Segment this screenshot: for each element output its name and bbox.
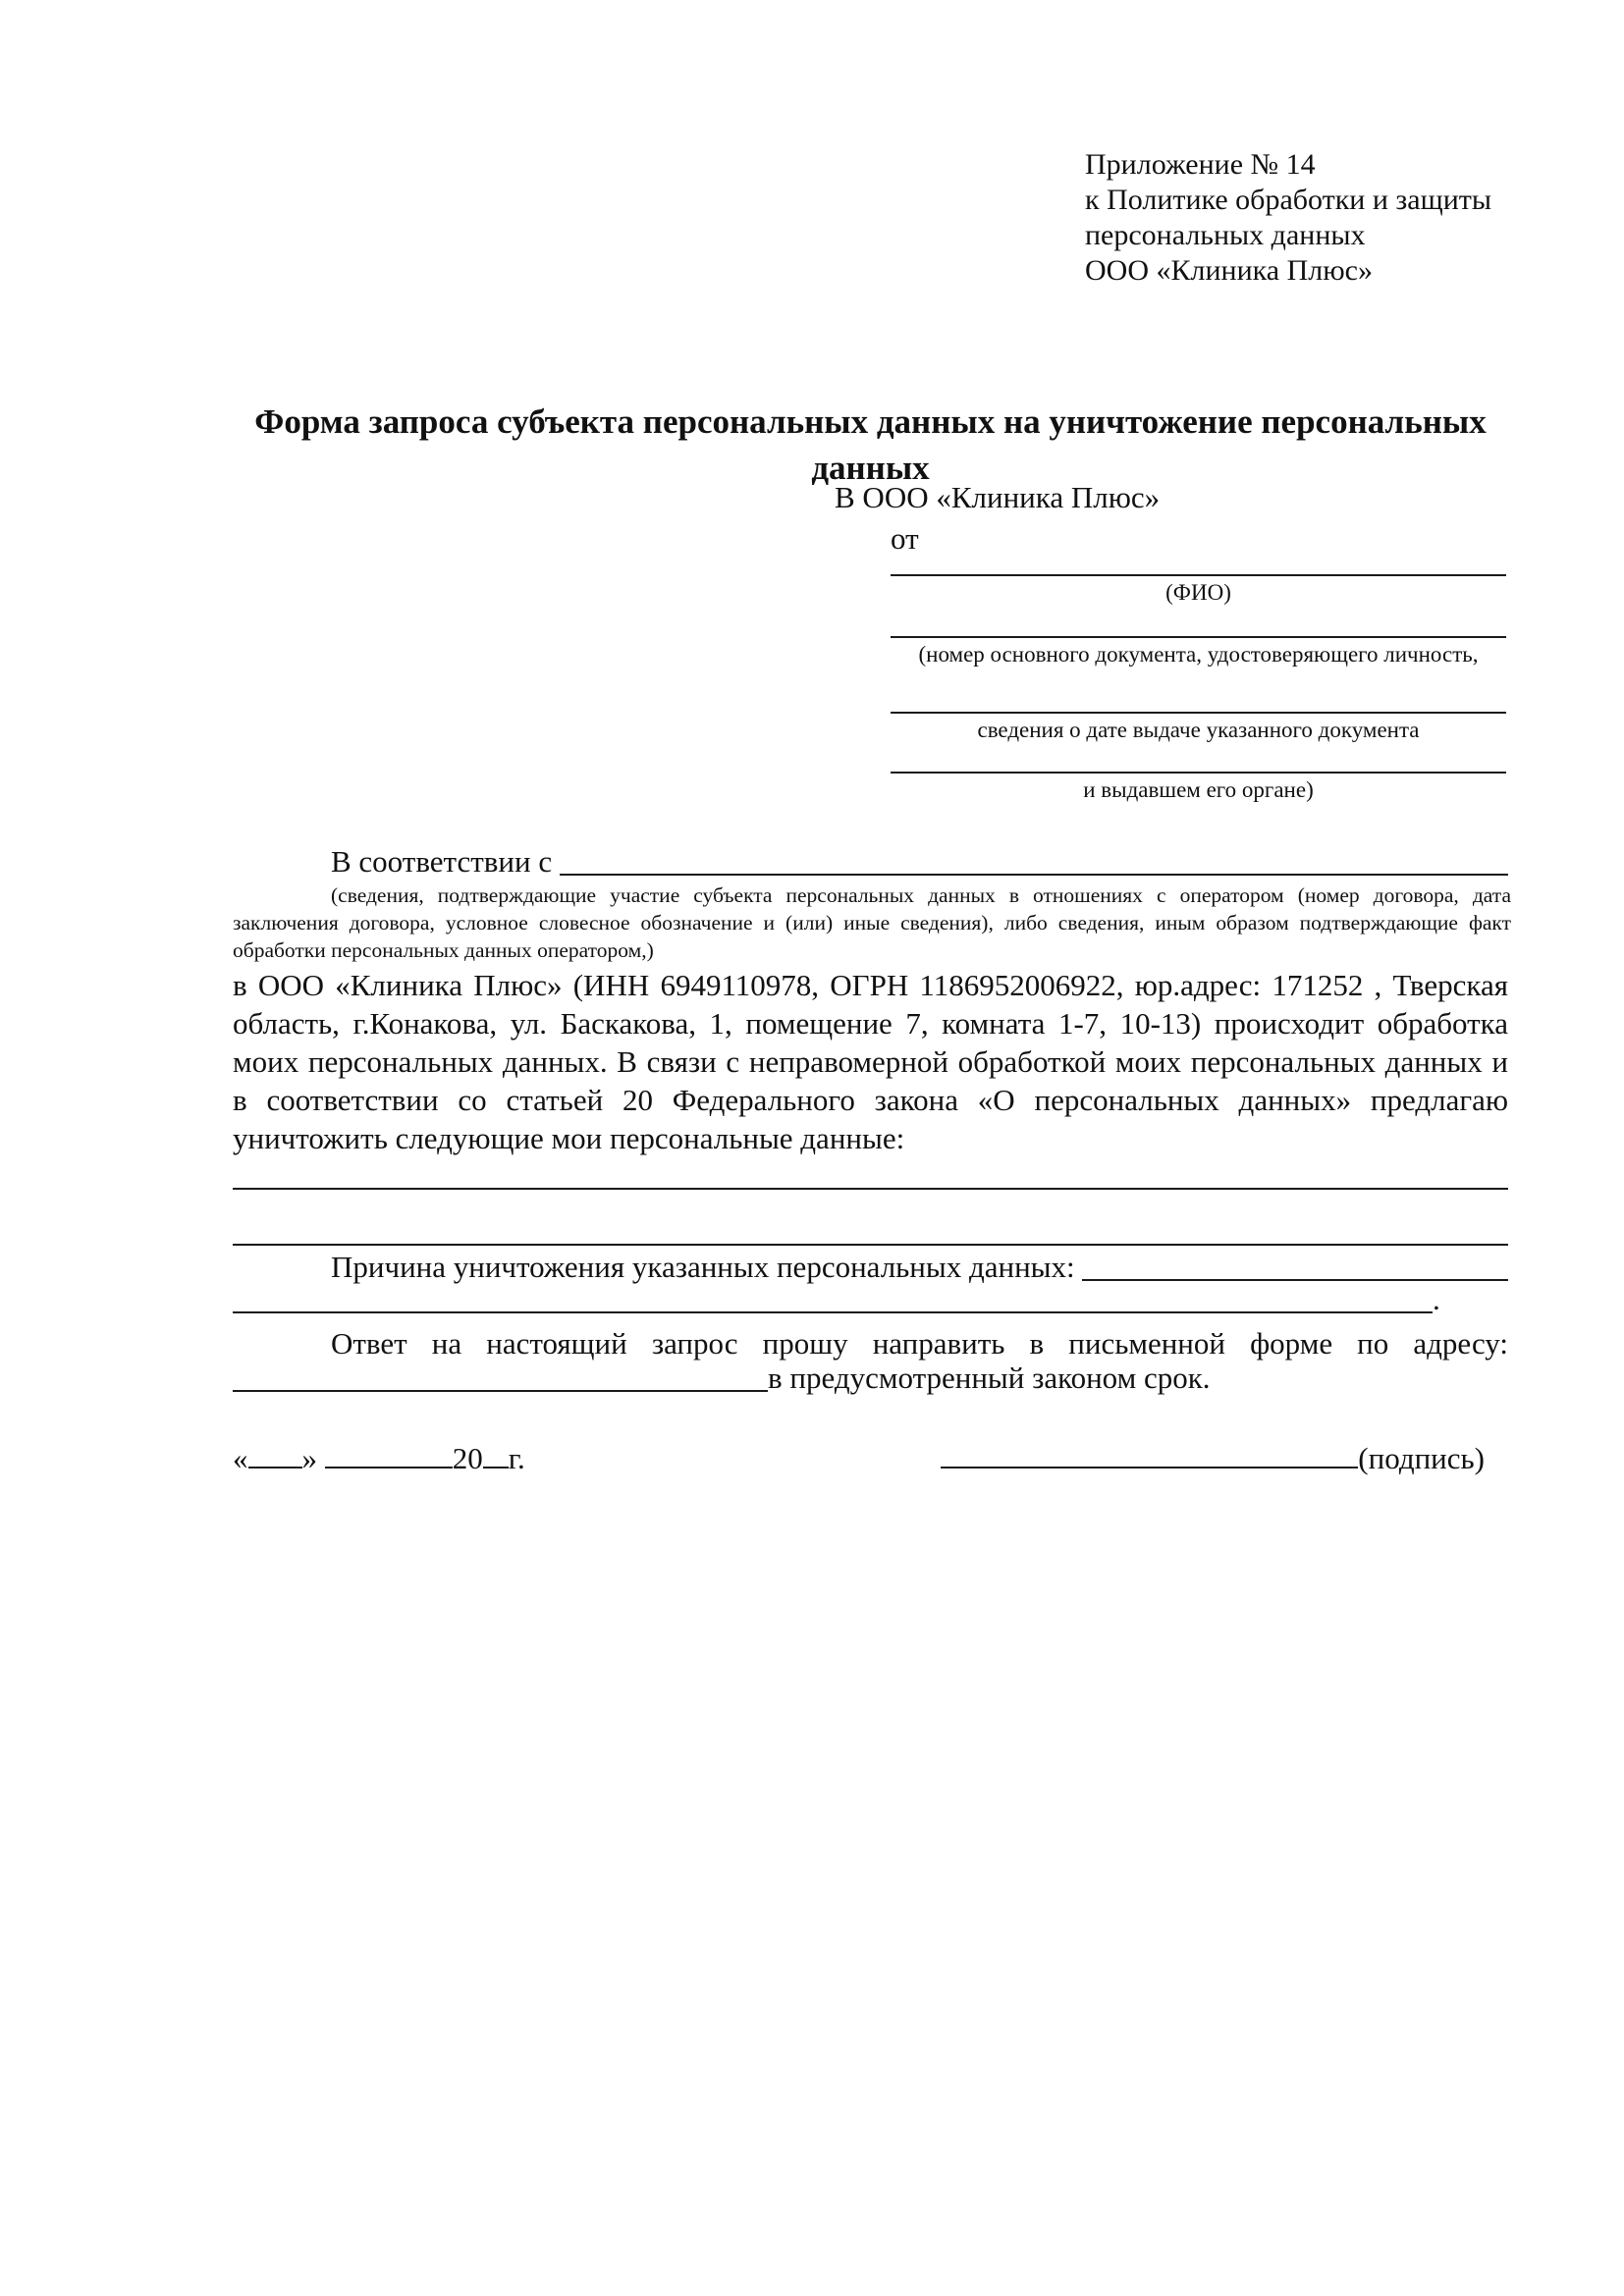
reason-blank-line-2 [233, 1311, 1433, 1313]
date-signature-row [233, 1439, 1508, 1477]
fio-blank-field [891, 574, 1506, 606]
data-blank-line-2 [233, 1244, 1508, 1246]
document-number-blank-field [891, 636, 1506, 667]
issue-date-caption: сведения о дате выдаче указанного документа [977, 718, 1420, 742]
body-paragraph: в ООО «Клиника Плюс» (ИНН 6949110978, ОГРН 1186952006922, юр.адрес: 171252 , Тверская область, г.Конакова, ул. Баскакова, 1, помещение 7, комната 1-7, 10-13) происходит обработка моих персональных данных. В связи с неправомерной обработкой моих персональных данных и в соответствии со статьей 20 Федерального закона «О персональных данных» предлагаю уничтожить следующие мои персональные данные: [233, 968, 1508, 1155]
answer-request-line: Ответ на настоящий запрос прошу направить в письменной форме по адресу: [331, 1326, 1508, 1361]
address-blank-line [233, 1390, 768, 1392]
close-quote: » [301, 1441, 325, 1475]
month-blank [325, 1467, 453, 1468]
from-label: от [891, 521, 919, 556]
appendix-number: Приложение № 14 [1085, 148, 1316, 181]
addressee-line: В ООО «Клиника Плюс» [835, 480, 1161, 514]
appendix-company: ООО «Клиника Плюс» [1085, 254, 1373, 287]
signature-blank-line [941, 1467, 1358, 1468]
answer-address-row [233, 1359, 1508, 1397]
issuing-authority-blank-field [891, 772, 1506, 803]
issuing-authority-caption: и выдавшем его органе) [1083, 777, 1314, 802]
sentence-period: . [1433, 1282, 1440, 1316]
date-line [233, 1439, 525, 1477]
accordance-label: В соответствии с [331, 844, 560, 879]
document-number-caption: (номер основного документа, удостоверяющего личность, [918, 642, 1479, 667]
fine-print-note: (сведения, подтверждающие участие субъекта персональных данных в отношениях с оператором (номер договора, дата заключения договора, условное словесное обозначение и (или) иные сведения), либо сведения, иным образом подтверждающие факт обработки персональных данных оператором,) [233, 883, 1511, 962]
year-blank [483, 1467, 509, 1468]
year-prefix: 20 [452, 1441, 483, 1475]
page-title: Форма запроса субъекта персональных данных на уничтожение персональных данных [254, 402, 1487, 487]
accordance-blank-line [560, 874, 1508, 876]
appendix-header [1085, 147, 1556, 289]
open-quote: « [233, 1441, 248, 1475]
accordance-row [233, 842, 1508, 881]
data-blank-line-1 [233, 1188, 1508, 1190]
signature-area [941, 1439, 1485, 1477]
fio-caption: (ФИО) [1165, 580, 1231, 605]
appendix-policy-line: к Политике обработки и защиты [1085, 184, 1492, 216]
signature-caption: (подпись) [1358, 1441, 1485, 1475]
appendix-policy-line2: персональных данных [1085, 219, 1366, 251]
day-blank [248, 1467, 302, 1468]
reason-continuation-row [233, 1280, 1508, 1318]
year-suffix: г. [508, 1441, 525, 1475]
issue-date-blank-field [891, 712, 1506, 743]
reason-label: Причина уничтожения указанных персональных данных: [331, 1250, 1083, 1284]
answer-suffix: в предусмотренный законом срок. [768, 1361, 1211, 1395]
